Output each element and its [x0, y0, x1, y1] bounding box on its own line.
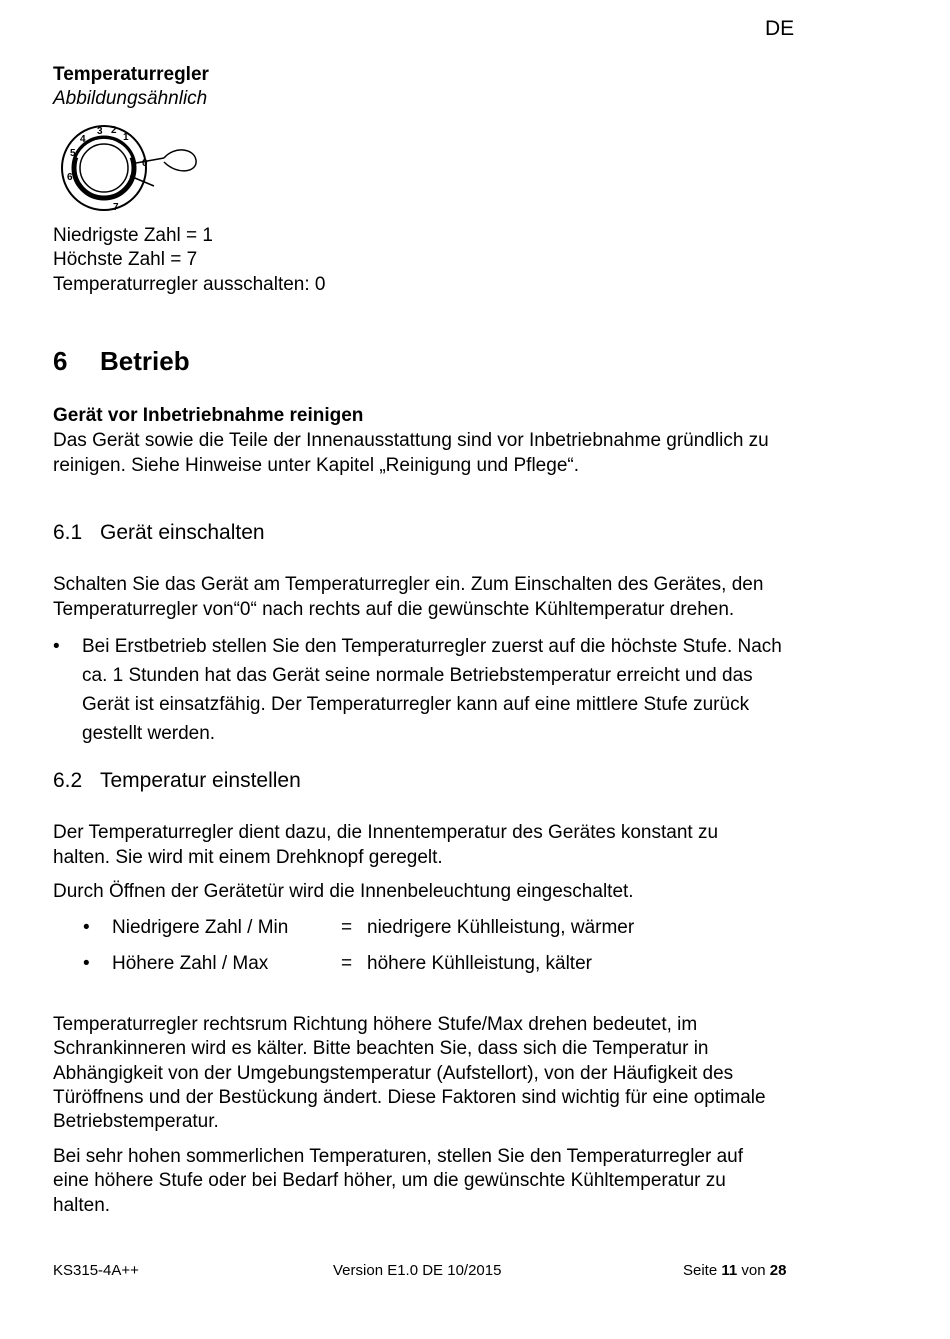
- dial-label: 7: [113, 202, 119, 213]
- clean-text-line: reinigen. Siehe Hinweise unter Kapitel „Reinigung und Pflege“.: [53, 455, 579, 476]
- section-6-2-title: Temperatur einstellen: [100, 769, 301, 792]
- setting-label: Niedrigere Zahl / Min: [112, 917, 289, 938]
- clean-heading: Gerät vor Inbetriebnahme reinigen: [53, 405, 364, 426]
- setting-description: höhere Kühlleistung, kälter: [367, 953, 592, 974]
- language-code: DE: [765, 17, 795, 40]
- footer-page-mid: von: [741, 1262, 766, 1279]
- dial-label: 1: [123, 132, 129, 143]
- summer-text-line: halten.: [53, 1195, 111, 1216]
- thermostat-line: Höchste Zahl = 7: [53, 249, 198, 270]
- direction-text-line: Schrankinneren wird es kälter. Bitte beachten Sie, dass sich die Temperatur in: [53, 1038, 709, 1059]
- thermostat-heading: Temperaturregler: [53, 64, 209, 85]
- footer-page: [683, 1262, 786, 1279]
- bullet-icon: •: [53, 636, 60, 657]
- bullet-icon: •: [83, 953, 90, 974]
- section-6-title: Betrieb: [100, 346, 190, 376]
- direction-text-line: Temperaturregler rechtsrum Richtung höhere Stufe/Max drehen bedeutet, im: [53, 1014, 698, 1035]
- footer-version: Version E1.0 DE 10/2015: [333, 1262, 502, 1279]
- footer-model: KS315-4A++: [53, 1262, 139, 1279]
- dial-label: 6: [67, 172, 73, 183]
- summer-text-line: Bei sehr hohen sommerlichen Temperaturen, stellen Sie den Temperaturregler auf: [53, 1146, 744, 1167]
- direction-text-line: Abhängigkeit von der Umgebungstemperatur (Aufstellort), von der Häufigkeit des: [53, 1063, 734, 1084]
- temperature-text-line: halten. Sie wird mit einem Drehknopf geregelt.: [53, 847, 443, 868]
- summer-text-line: eine höhere Stufe oder bei Bedarf höher, um die gewünschte Kühltemperatur zu: [53, 1170, 726, 1191]
- thermostat-dial-icon: [56, 118, 206, 218]
- thermostat-line: Temperaturregler ausschalten: 0: [53, 274, 326, 295]
- switch-on-text-line: Schalten Sie das Gerät am Temperaturregler ein. Zum Einschalten des Gerätes, den: [53, 574, 764, 595]
- dial-label: 5: [70, 148, 76, 159]
- footer-page-current: 11: [721, 1262, 738, 1279]
- light-text: Durch Öffnen der Gerätetür wird die Innenbeleuchtung eingeschaltet.: [53, 881, 634, 902]
- footer-page-prefix: Seite: [683, 1262, 718, 1279]
- section-6-2-number: 6.2: [53, 769, 83, 792]
- clean-text-line: Das Gerät sowie die Teile der Innenausstattung sind vor Inbetriebnahme gründlich zu: [53, 430, 769, 451]
- dial-label: 2: [111, 125, 117, 136]
- setting-label: Höhere Zahl / Max: [112, 953, 269, 974]
- setting-equals: =: [341, 917, 353, 938]
- switch-on-text-line: Temperaturregler von“0“ nach rechts auf die gewünschte Kühltemperatur drehen.: [53, 599, 735, 620]
- dial-label: 0: [142, 158, 148, 169]
- bullet-text-line: Gerät ist einsatzfähig. Der Temperaturregler kann auf eine mittlere Stufe zurück: [82, 694, 750, 715]
- direction-text-line: Betriebstemperatur.: [53, 1111, 219, 1132]
- direction-text-line: Türöffnens und der Bestückung ändert. Diese Faktoren sind wichtig für eine optimale: [53, 1087, 766, 1108]
- setting-equals: =: [341, 953, 353, 974]
- setting-description: niedrigere Kühlleistung, wärmer: [367, 917, 635, 938]
- section-6-1-number: 6.1: [53, 521, 83, 544]
- bullet-icon: •: [83, 917, 90, 938]
- thermostat-subtitle: Abbildungsähnlich: [53, 88, 208, 109]
- dial-label: 4: [80, 134, 86, 145]
- section-6-1-title: Gerät einschalten: [100, 521, 265, 544]
- temperature-text-line: Der Temperaturregler dient dazu, die Innentemperatur des Gerätes konstant zu: [53, 822, 719, 843]
- footer-page-total: 28: [769, 1262, 787, 1279]
- bullet-text-line: Bei Erstbetrieb stellen Sie den Temperaturregler zuerst auf die höchste Stufe. Nach: [82, 636, 782, 657]
- dial-label: 3: [97, 126, 103, 137]
- bullet-text-line: gestellt werden.: [82, 723, 216, 744]
- thermostat-line: Niedrigste Zahl = 1: [53, 225, 213, 246]
- bullet-text-line: ca. 1 Stunden hat das Gerät seine normale Betriebstemperatur erreicht und das: [82, 665, 753, 686]
- section-6-number: 6: [53, 346, 68, 376]
